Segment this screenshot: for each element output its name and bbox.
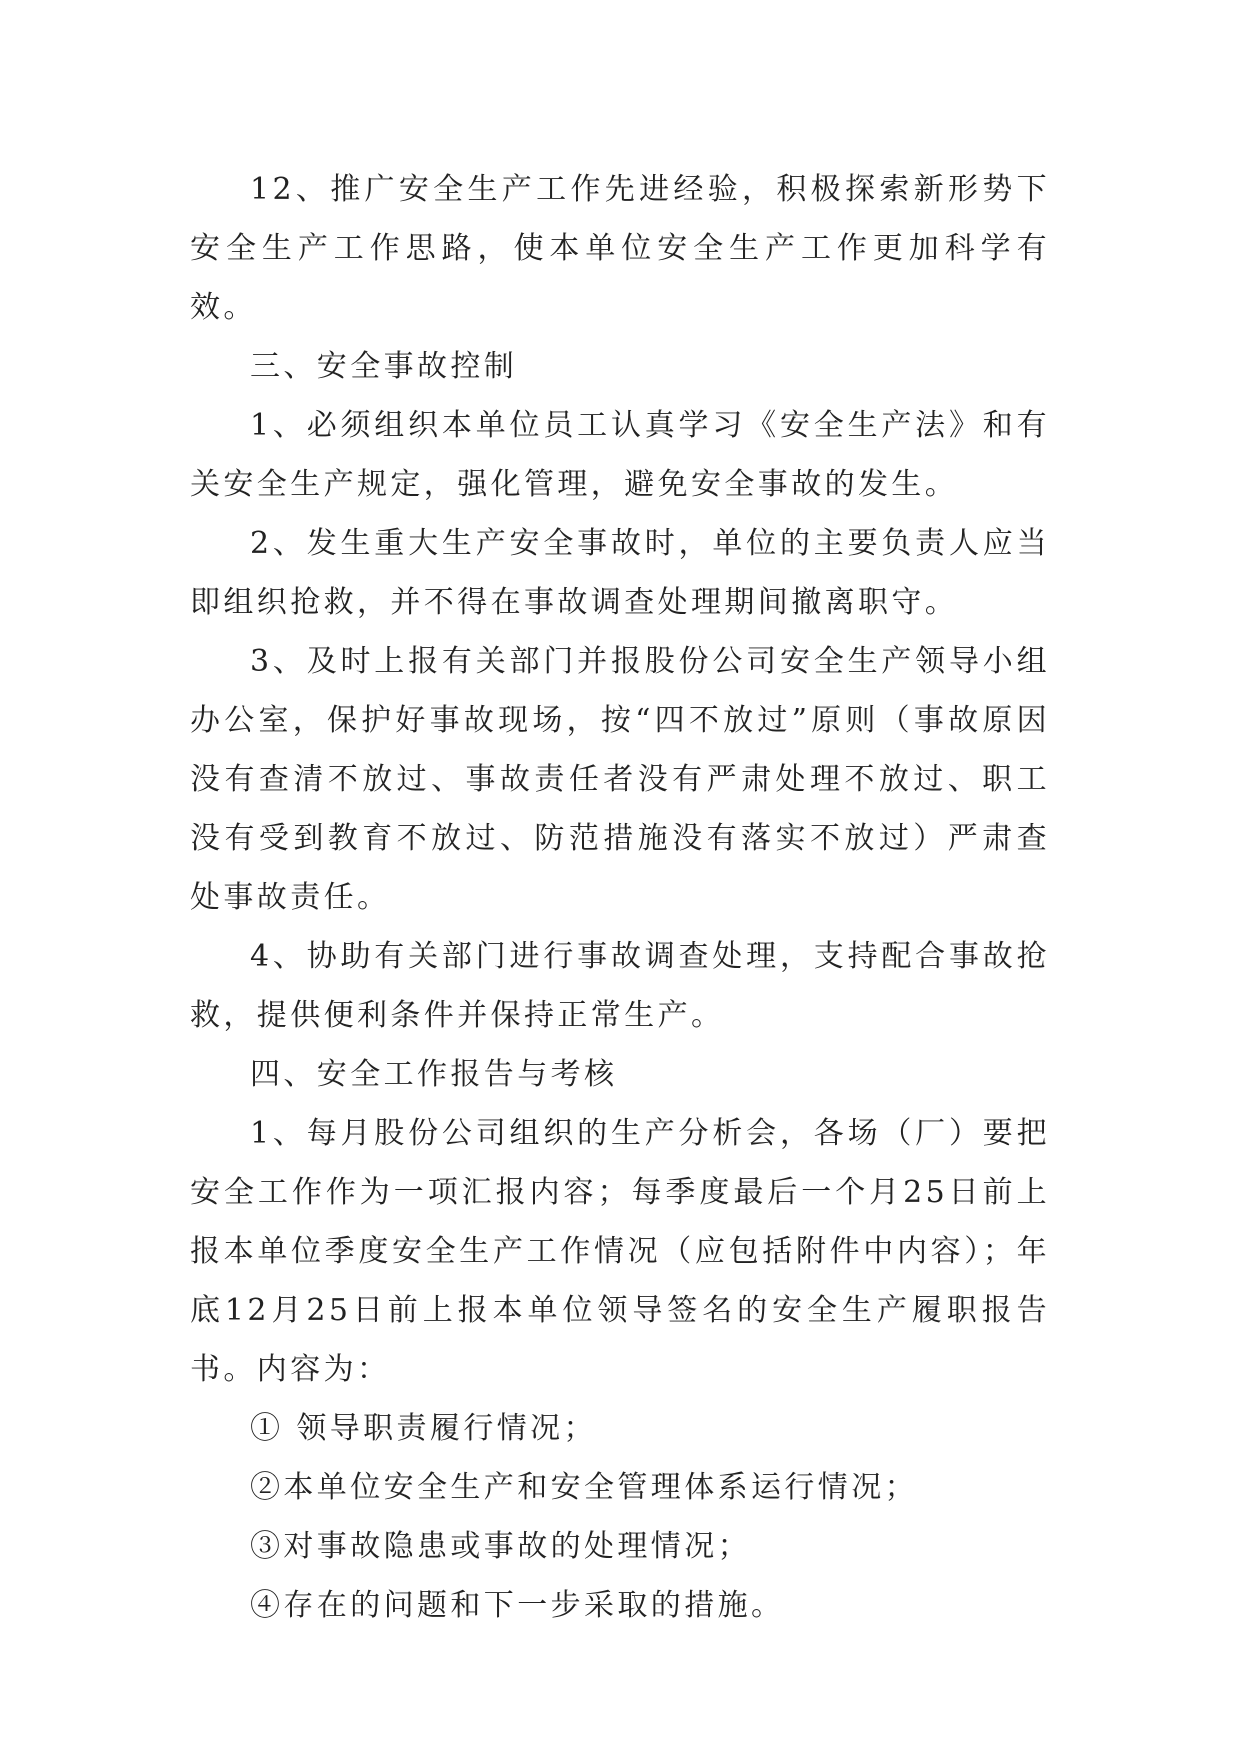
paragraph-item-2-rescue: 2、发生重大生产安全事故时，单位的主要负责人应当即组织抢救，并不得在事故调查处理期间撤离职守。 bbox=[190, 526, 1050, 620]
list-item-system-operation: ②本单位安全生产和安全管理体系运行情况； bbox=[250, 1470, 918, 1505]
list-item-problems-measures: ④存在的问题和下一步采取的措施。 bbox=[250, 1588, 785, 1623]
paragraph-item-1-monthly-report: 1、每月股份公司组织的生产分析会，各场（厂）要把安全工作作为一项汇报内容；每季度最后一个月25日前上报本单位季度安全生产工作情况（应包括附件中内容）；年底12月25日前上报本单位领导签名的安全生产履职报告书。内容为： bbox=[190, 1116, 1050, 1387]
section-heading-report-assessment: 四、安全工作报告与考核 bbox=[250, 1057, 618, 1092]
list-item-duty-performance: ① 领导职责履行情况； bbox=[250, 1411, 597, 1446]
list-item-hazard-handling: ③对事故隐患或事故的处理情况； bbox=[250, 1529, 751, 1564]
paragraph-item-3-reporting: 3、及时上报有关部门并报股份公司安全生产领导小组办公室，保护好事故现场，按“四不放过”原则（事故原因没有查清不放过、事故责任者没有严肃处理不放过、职工没有受到教育不放过、防范措施没有落实不放过）严肃查处事故责任。 bbox=[190, 644, 1050, 915]
paragraph-item-12: 12、推广安全生产工作先进经验，积极探索新形势下安全生产工作思路，使本单位安全生产工作更加科学有效。 bbox=[190, 172, 1050, 325]
paragraph-item-1-training: 1、必须组织本单位员工认真学习《安全生产法》和有关安全生产规定，强化管理，避免安全事故的发生。 bbox=[190, 408, 1050, 502]
section-heading-accident-control: 三、安全事故控制 bbox=[250, 349, 518, 384]
paragraph-item-4-investigation: 4、协助有关部门进行事故调查处理，支持配合事故抢救，提供便利条件并保持正常生产。 bbox=[190, 939, 1050, 1033]
document-body bbox=[190, 160, 1050, 1635]
